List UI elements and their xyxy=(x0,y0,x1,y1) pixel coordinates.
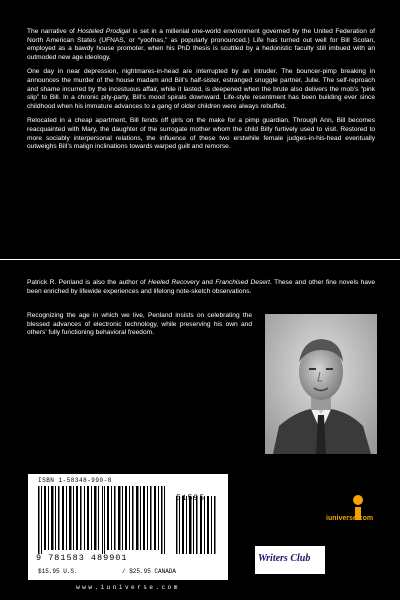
synopsis-paragraph-3: Relocated in a cheap apartment, Bill fends off girls on the make for a pimp guardian. Through Ann, Bill becomes reacquainted with Mary, the daughter of the surrogate mother whom the child Billy furtively used to visit. Restored to more sociably interpersonal relations, the influence of these two erstwhile female judges-in-his-head eventually outweighs Bill’s malign inclinations towards warped guilt and remorse. xyxy=(27,117,375,151)
price-us: $15.95 U.S. xyxy=(38,568,78,575)
writers-club-logo-text: Writers Club xyxy=(258,553,311,564)
barcode-block xyxy=(28,474,228,580)
author-bio-paragraph-2: Recognizing the age in which we live, Penland insists on celebrating the blessed advances of electronic technology, while preserving his own and others’ fully functioning behavioral freedom. xyxy=(27,312,252,337)
synopsis xyxy=(27,28,375,158)
synopsis-paragraph-2: One day in near depression, nightmares-in-head are interrupted by an intruder. The bouncer-pimp breaking in announces the murder of the house madam and Bill’s half-sister, estranged snuggle partner, Julie. The self-reproach and shame incurred by the incestuous affair, while it lasted, is deepened when the brute also delivers the mob’s “pink slip” to Bill. In a chronic pity-party, Bill’s mood spirals downward. Life-style resentment has been building ever since childhood when his immature advances to a gang of older children were always rebuffed. xyxy=(27,68,375,110)
author-bio xyxy=(27,279,375,302)
price-canada: / $25.95 CANADA xyxy=(122,568,177,575)
divider xyxy=(0,259,400,260)
barcode-number: 9 781583 489901 xyxy=(36,553,128,563)
other-book-title: Franchised Desert xyxy=(215,279,270,286)
book-title: Hosteled Prodigal xyxy=(77,28,131,35)
author-portrait-image xyxy=(265,314,377,454)
author-bio-paragraph-1: Patrick R. Penland is also the author of Heeled Recovery and Franchised Desert. These and other fine novels have been enriched by lifewide experiences and lifelong note-sketch observations. xyxy=(27,279,375,295)
website-url: www.iuniverse.com xyxy=(76,584,180,591)
author-photo xyxy=(265,314,377,454)
iuniverse-logo-text: iuniverse.com xyxy=(326,515,374,522)
writers-club-logo xyxy=(255,546,325,574)
barcode-addon-number: 51595 xyxy=(176,494,206,503)
other-book-title: Heeled Recovery xyxy=(148,279,200,286)
isbn-label: ISBN 1-58348-990-8 xyxy=(38,477,112,484)
synopsis-paragraph-1: The narrative of Hosteled Prodigal is set in a millenial one-world environment governed by the United Federation of North American States (UFNAS, or “yoofnas,” as popularly pronounced.) Life has turned out well for Bill Scolan, employed as a bawdy house promoter, when his PhD thesis is scuttled by a hedonistic faculty still imbued with an outmoded new age ideology. xyxy=(27,28,375,61)
